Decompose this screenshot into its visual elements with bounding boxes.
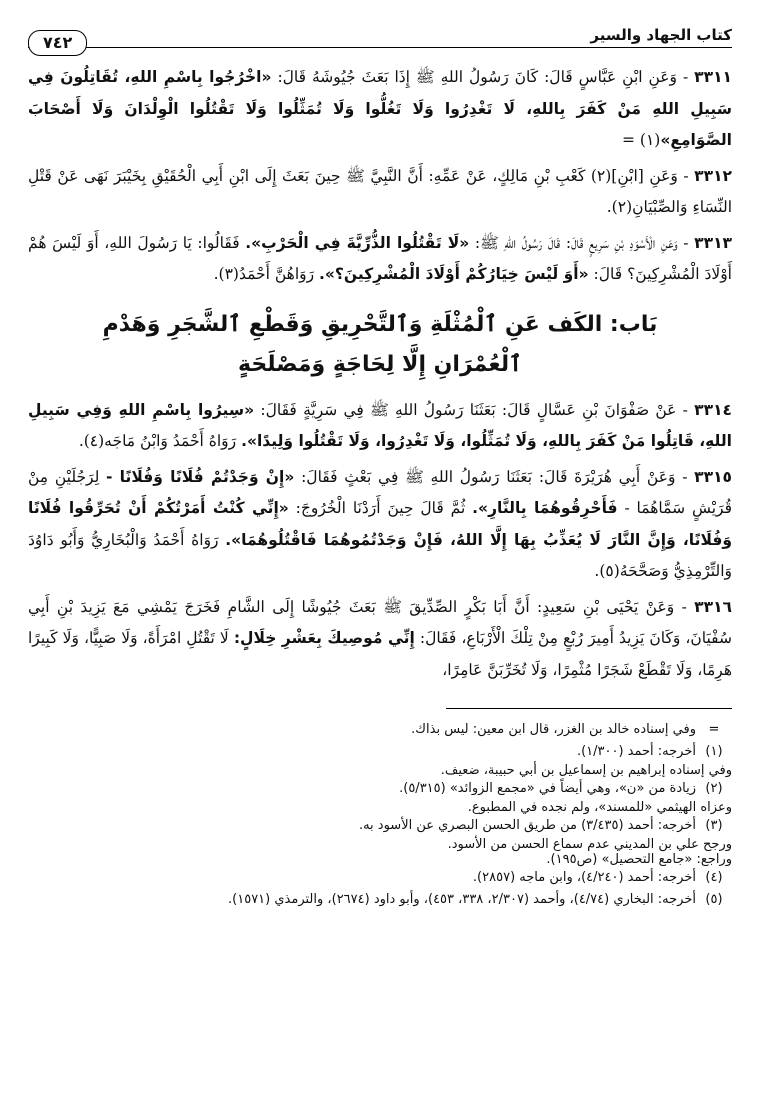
footnote-3-line: ورجح علي بن المديني عدم سماع الحسن من الأسود. [447, 837, 732, 852]
footnote-continued: = وفي إسناده خالد بن الغزر، قال ابن معين: ليس بذاك. [411, 722, 720, 737]
footnote-4: (٤) أخرجه: أحمد (٤/٢٤٠)، وابن ماجه (٢٨٥٧). [472, 870, 723, 885]
footnote-1-line: وفي إسناده إبراهيم بن إسماعيل بن أبي حبيبة، ضعيف. [440, 763, 732, 778]
hadith-3315: ٣٣١٥ - وَعَنْ أَبِي هُرَيْرَةَ قَالَ: بَعَثَنَا رَسُولُ اللهِ ﷺ فِي بَعْثٍ فَقَالَ: «إِنْ وَجَدْتُمْ فُلَانًا وَفُلَانًا - لِرَجُلَيْنِ مِنْ قُرَيْشٍ سَمَّاهُمَا - فَأَحْرِقُوهُمَا بِالنَّارِ». ثُمَّ قَالَ حِينَ أَرَدْنَا الْخُرُوجَ: «إِنِّي كُنْتُ أَمَرْتُكُمْ أَنْ تُحَرِّقُوا فُلَانًا وَفُلَانًا، وَإِنَّ النَّارَ لَا يُعَذِّبُ بِهَا إِلَّا اللهُ، فَإِنْ وَجَدْتُمُوهُمَا فَاقْتُلُوهُمَا». رَوَاهُ أَحْمَدُ وَالْبُخَارِيُّ وَأَبُو دَاوُدَ وَالتِّرْمِذِيُّ وَصَحَّحَهُ(٥). [28, 467, 733, 580]
footnotes [28, 719, 732, 911]
page-header [28, 14, 732, 52]
main-text [28, 62, 732, 911]
hadith-3316: ٣٣١٦ - وَعَنْ يَحْيَى بْنِ سَعِيدٍ: أَنَّ أَبَا بَكْرٍ الصِّدِّيقَ ﷺ بَعَثَ جُيُوشًا إِلَى الشَّامِ فَخَرَجَ يَمْشِي مَعَ يَزِيدَ بْنِ أَبِي سُفْيَانَ، وَكَانَ يَزِيدُ أَمِيرَ رُبْعٍ مِنْ تِلْكَ الْأَرْبَاعِ، فَقَالَ: إِنِّي مُوصِيكَ بِعَشْرِ خِلَالٍ: لَا تَقْتُلِ امْرَأَةً، وَلَا صَبِيًّا، وَلَا كَبِيرًا هَرِمًا، وَلَا تَقْطَعْ شَجَرًا مُثْمِرًا، وَلَا تُخَرِّبَنَّ عَامِرًا، [28, 597, 733, 679]
page-number: ٧٤٢ [28, 30, 87, 56]
book-title: كتاب الجهاد والسير [590, 26, 732, 44]
footnote-5: (٥) أخرجه: البخاري (٤/٧٤)، وأحمد (٢/٣٠٧، ٣٣٨، ٤٥٣)، وأبو داود (٢٦٧٤)، والترمذي (١٥٧١). [228, 892, 723, 907]
hadith-3311: ٣٣١١ - وَعَنِ ابْنِ عَبَّاسٍ قَالَ: كَانَ رَسُولُ اللهِ ﷺ إِذَا بَعَثَ جُيُوشَهُ قَالَ: «اخْرُجُوا بِاسْمِ اللهِ، تُقَاتِلُونَ فِي سَبِيلِ اللهِ مَنْ كَفَرَ بِاللهِ، لَا تَغْدِرُوا وَلَا تَغُلُّوا وَلَا تُمَثِّلُوا وَلَا تَقْتُلُوا الْوِلْدَانَ وَلَا أَصْحَابَ الصَّوَامِعِ»(١) = [28, 68, 733, 149]
footnote-1: (١) أخرجه: أحمد (١/٣٠٠). [576, 744, 723, 759]
footnote-3: (٣) أخرجه: أحمد (٣/٤٣٥) من طريق الحسن البصري عن الأسود به. [358, 818, 723, 833]
footnote-3-line: وراجع: «جامع التحصيل» (ص١٩٥). [546, 852, 732, 867]
hadith-3314: ٣٣١٤ - عَنْ صَفْوَانَ بْنِ عَسَّالٍ قَالَ: بَعَثَنَا رَسُولُ اللهِ ﷺ فِي سَرِيَّةٍ فَقَالَ: «سِيرُوا بِاسْمِ اللهِ وَفِي سَبِيلِ اللهِ، قَاتِلُوا مَنْ كَفَرَ بِاللهِ، وَلَا تُمَثِّلُوا، وَلَا تَغْدِرُوا، وَلَا تَقْتُلُوا وَلِيدًا». رَوَاهُ أَحْمَدُ وَابْنُ مَاجَه(٤). [28, 400, 732, 450]
footnote-2: (٢) زيادة من «ن»، وهي أيضاً في «مجمع الزوائد» (٥/٣١٥). [399, 781, 723, 796]
footnote-divider [446, 708, 732, 709]
hadith-3312: ٣٣١٢ - وَعَنِ [ابْنِ](٢) كَعْبِ بْنِ مَالِكٍ، عَنْ عَمِّهِ: أَنَّ النَّبِيَّ ﷺ حِينَ بَعَثَ إِلَى ابْنِ أَبِي الْحُقَيْقِ بِخَيْبَرَ نَهَى عَنْ قَتْلِ النِّسَاءِ وَالصِّبْيَانِ(٢). [28, 166, 732, 216]
hadith-3313: ٣٣١٣ - وَعَنِ الْأَسْوَدِ بْنِ سَرِيعٍ قَالَ: قَالَ رَسُولُ اللهِ ﷺ: «لَا تَقْتُلُوا الذُّرِّيَّةَ فِي الْحَرْبِ». فَقَالُوا: يَا رَسُولَ اللهِ، أَوَ لَيْسَ هُمْ أَوْلَادَ الْمُشْرِكِينَ؟ قَالَ: «أَوَ لَيْسَ خِيَارُكُمْ أَوْلَادَ الْمُشْرِكِينَ؟». رَوَاهُنَّ أَحْمَدُ(٣). [28, 233, 732, 283]
footnote-2-line: وعزاه الهيثمي «للمسند»، ولم نجده في المطبوع. [467, 800, 732, 815]
chapter-title: بَاب: الكَف عَنِ ٱلْمُثْلَةِ وَٱلتَّحْرِيقِ وَقَطْعِ ٱلشَّجَرِ وَهَدْمِ ٱلْعُمْرَانِ إِلَّا لِحَاجَةٍ وَمَصْلَحَةٍ [102, 311, 658, 377]
